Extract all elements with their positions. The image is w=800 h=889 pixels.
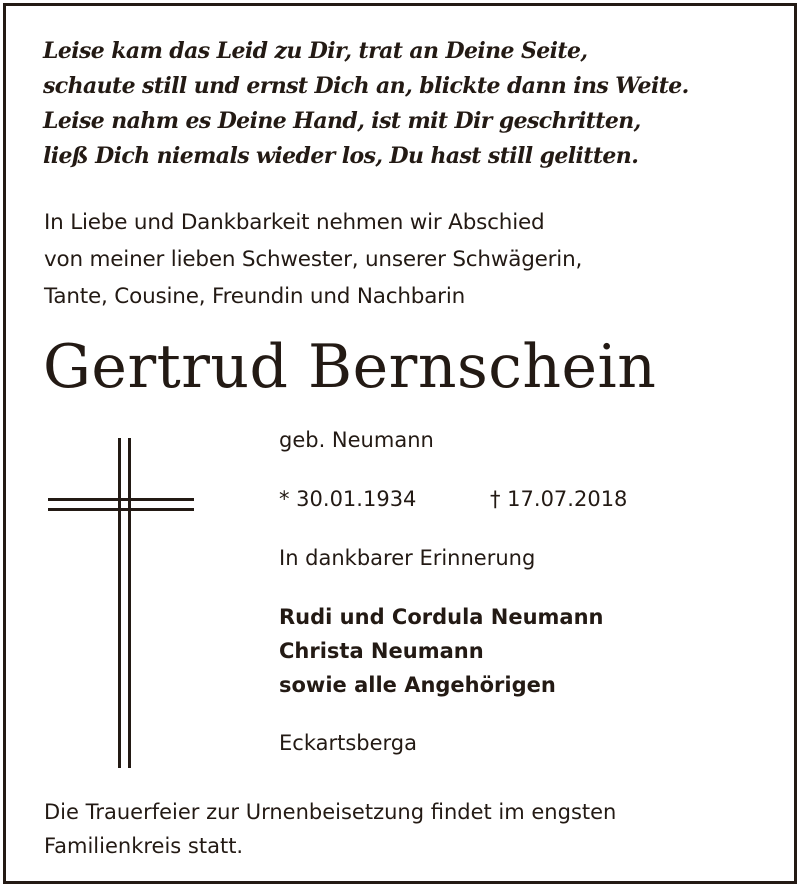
mourner-entry: Rudi und Cordula Neumann	[279, 605, 604, 629]
mourners-list	[279, 600, 604, 702]
cross-vertical-beam	[118, 438, 131, 768]
funeral-notice	[44, 795, 616, 863]
footer-line: Familienkreis statt.	[44, 834, 244, 858]
verse-line: schaute still und ernst Dich an, blickte dann ins Weite.	[43, 73, 689, 99]
farewell-intro	[44, 204, 582, 315]
intro-line: Tante, Cousine, Freundin und Nachbarin	[44, 284, 466, 309]
intro-line: von meiner lieben Schwester, unserer Schwägerin,	[44, 247, 583, 272]
cross-joint	[118, 498, 131, 511]
verse-line: Leise nahm es Deine Hand, ist mit Dir geschritten,	[43, 108, 641, 134]
place-name: Eckartsberga	[279, 731, 417, 755]
intro-line: In Liebe und Dankbarkeit nehmen wir Abschied	[44, 210, 545, 235]
memorial-verse	[43, 34, 689, 174]
obituary-frame	[3, 3, 797, 884]
verse-line: ließ Dich niemals wieder los, Du hast still gelitten.	[43, 143, 639, 169]
latin-cross-icon	[48, 438, 194, 768]
death-date: † 17.07.2018	[490, 487, 628, 511]
birth-date: * 30.01.1934	[279, 487, 417, 511]
dedication-text: In dankbarer Erinnerung	[279, 546, 536, 570]
mourner-entry: sowie alle Angehörigen	[279, 673, 556, 697]
verse-line: Leise kam das Leid zu Dir, trat an Deine Seite,	[43, 38, 588, 64]
maiden-name: geb. Neumann	[279, 428, 434, 452]
mourner-entry: Christa Neumann	[279, 639, 484, 663]
deceased-name: Gertrud Bernschein	[43, 332, 657, 402]
footer-line: Die Trauerfeier zur Urnenbeisetzung findet im engsten	[44, 800, 617, 824]
